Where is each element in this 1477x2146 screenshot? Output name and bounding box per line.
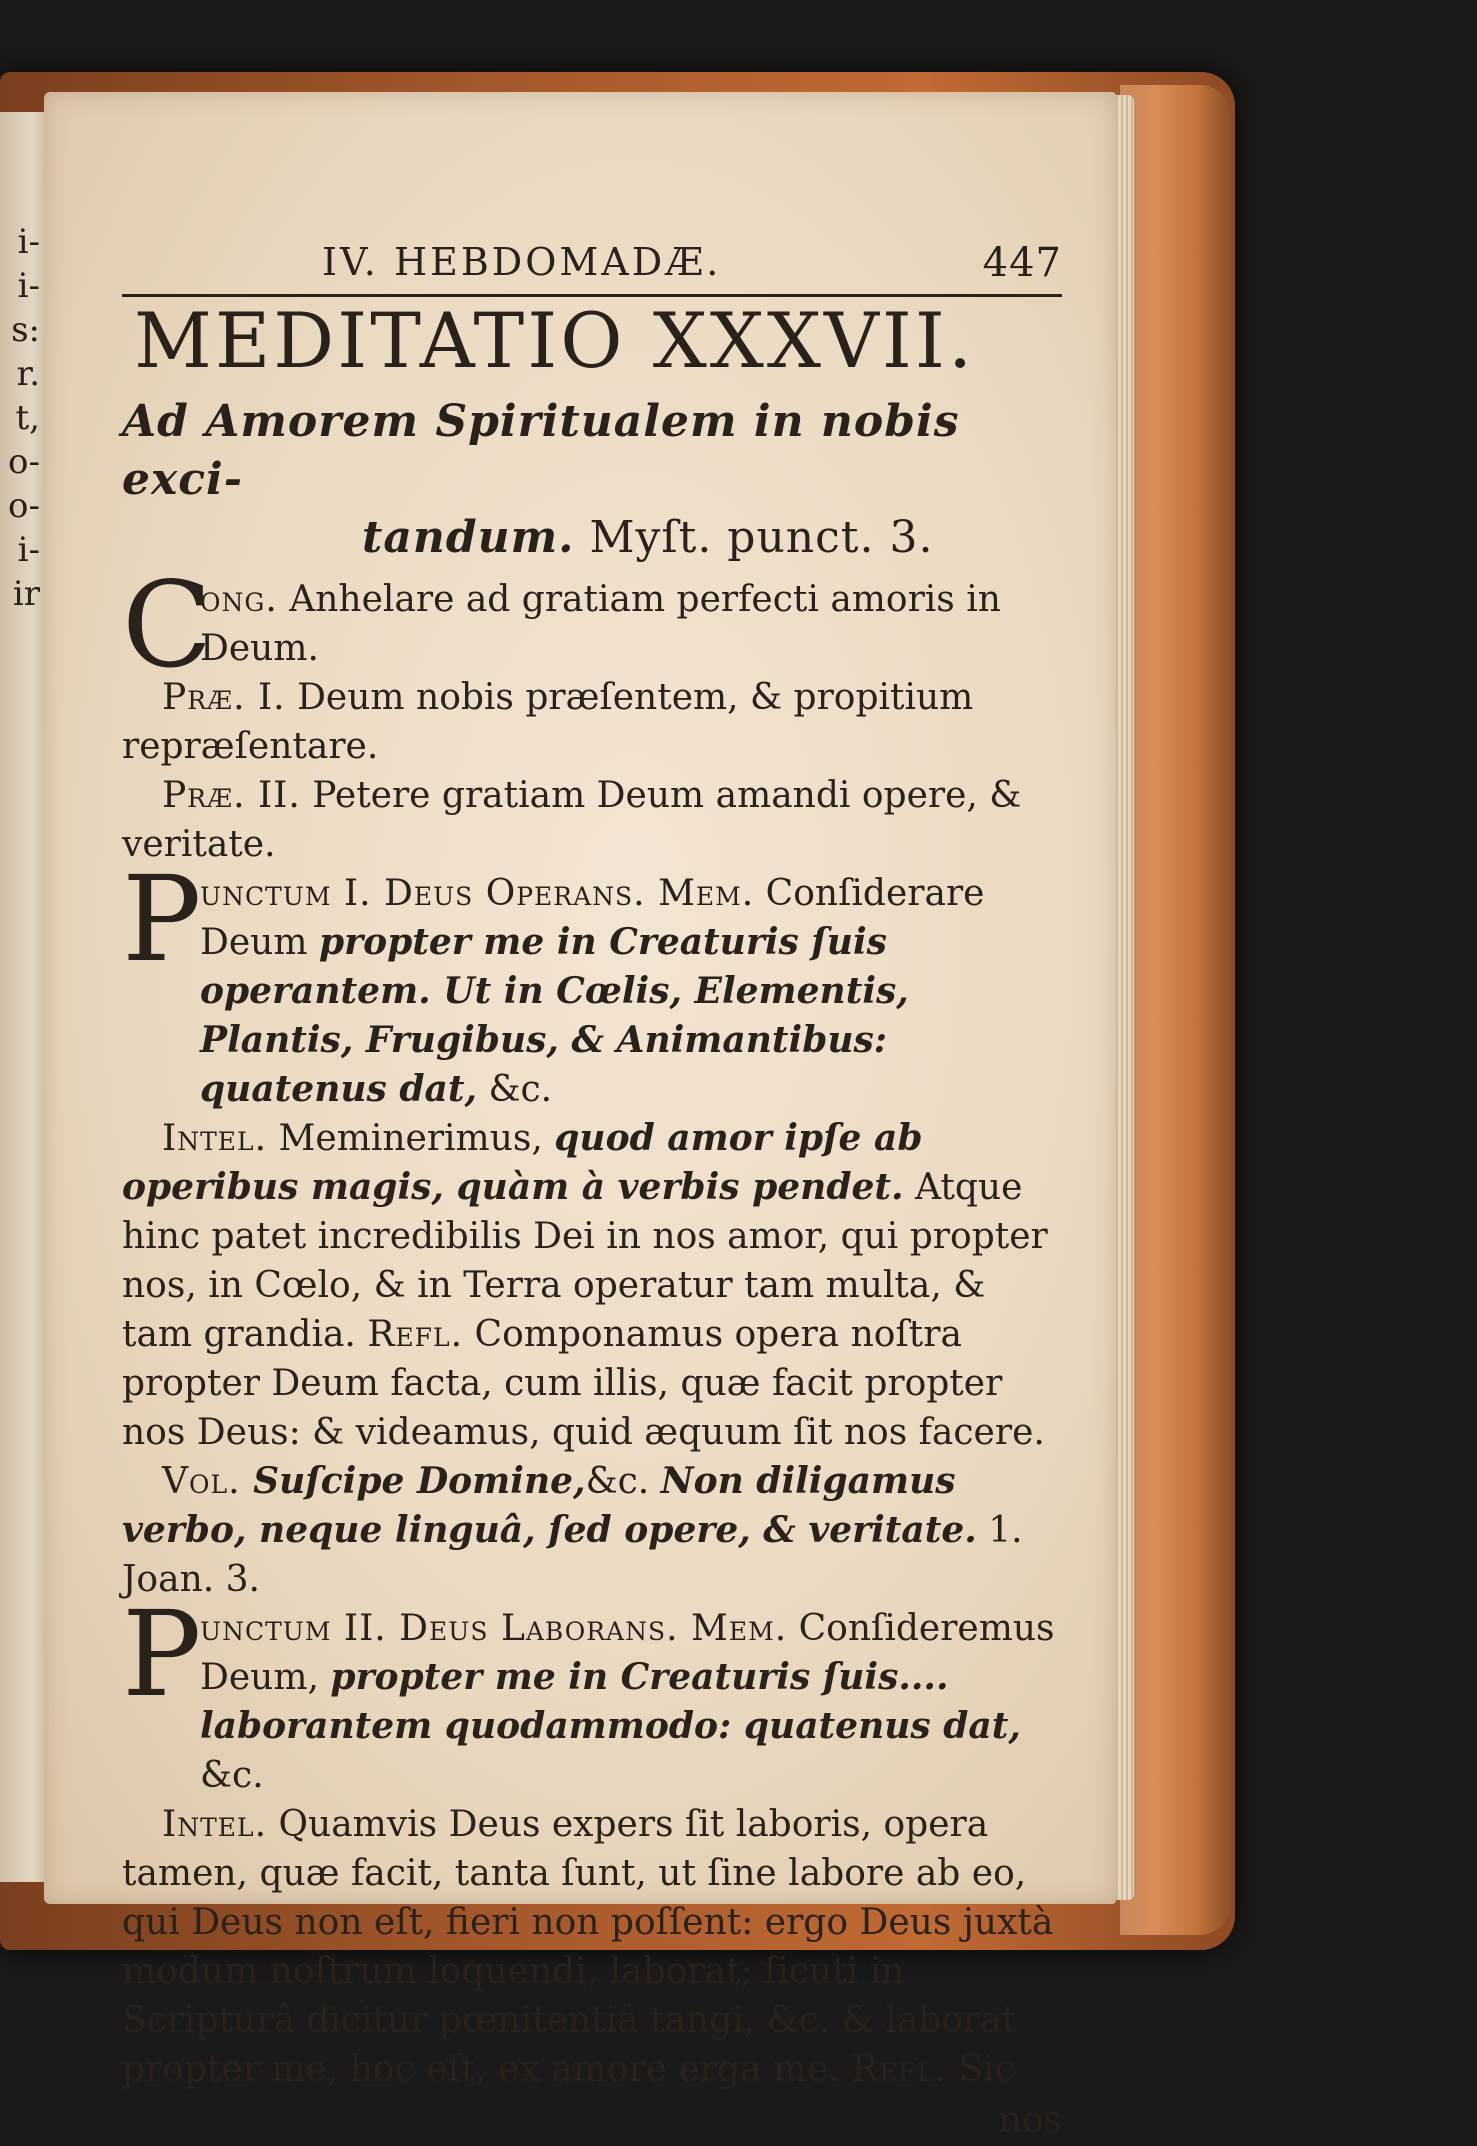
intel1-paragraph	[122, 1114, 1062, 1457]
vol1-label: Vol.	[162, 1461, 241, 1502]
punctum2-text-block	[200, 1604, 1062, 1800]
drop-cap: P	[122, 1585, 202, 1723]
facing-page-fragments	[0, 220, 40, 616]
punctum1-text-block	[200, 869, 1062, 1114]
refl2-text: Sic	[947, 2049, 1015, 2090]
punctum1-end: &c.	[477, 1069, 553, 1110]
book-page	[44, 92, 1116, 2141]
fragment: i-	[17, 530, 40, 570]
prae2-label: Præ. II.	[162, 775, 301, 816]
running-header	[122, 232, 1062, 297]
punctum2-italic: propter me in Creaturis ſuis.... laborantem quodammodo: quatenus dat,	[200, 1656, 1021, 1747]
prae1-label: Præ. I.	[162, 677, 286, 718]
fragment: o-	[8, 486, 40, 526]
fragment: i-	[17, 266, 40, 306]
intel1-label: Intel.	[162, 1118, 268, 1159]
vol1-italic: Suſcipe Domine,	[240, 1460, 586, 1502]
binding-edge	[1120, 85, 1230, 1935]
refl2-label: Refl.	[851, 2049, 947, 2090]
intel2-text: Quamvis Deus expers ſit laboris, opera tamen, quæ facit, tanta ſunt, ut ſine labore ab eo, qui Deus non eſt, fieri non poſſent: ergo Deus juxtà modum noſtrum loquendi, laborat; ſicuti in Scripturâ dicitur pœnitentiâ tangi, &c. & laborat propter me, hoc eſt, ex amore erga me.	[122, 1804, 1054, 2090]
drop-cap: P	[122, 850, 202, 988]
prae2-paragraph	[122, 771, 1062, 869]
refl1-label: Refl.	[367, 1314, 464, 1355]
fragment: ir	[12, 574, 40, 614]
prae2-text: Petere gratiam Deum amandi opere, & veritate.	[122, 775, 1022, 865]
punctum2-label: unctum II. Deus Laborans. Mem.	[200, 1608, 788, 1649]
page-text	[122, 232, 1062, 2146]
intel2-label: Intel.	[162, 1804, 268, 1845]
vol1-italic-2: Non diligamus verbo, neque linguâ, ſed opere, & veritate.	[122, 1460, 977, 1551]
punctum2-end: &c.	[200, 1755, 264, 1796]
prae1-paragraph	[122, 673, 1062, 771]
subtitle-italic: tandum.	[362, 512, 575, 563]
refl1-text: Componamus opera noſtra propter Deum facta, cum illis, quæ facit propter nos Deus: & videamus, quid æquum ſit nos facere.	[122, 1314, 1045, 1453]
subtitle-line-1: Ad Amorem Spiritualem in nobis exci-	[122, 396, 960, 505]
punctum1-label: unctum I. Deus Operans. Mem.	[200, 873, 755, 914]
cong-label: ong.	[200, 579, 278, 620]
vol1-end: 1. Joan. 3.	[122, 1510, 1023, 1600]
vol1-text: &c.	[585, 1461, 661, 1502]
fragment: o-	[8, 442, 40, 482]
punctum1-italic: propter me in Creaturis ſuis operantem. Ut in Cœlis, Elementis, Plantis, Frugibus, & Animantibus: quatenus dat,	[200, 921, 909, 1110]
punctum1-paragraph	[122, 850, 1062, 1114]
fragment: s:	[11, 310, 40, 350]
catchword: nos	[998, 2100, 1062, 2141]
cong-paragraph	[122, 556, 1062, 694]
cong-text: Anhelare ad gratiam perfecti amoris in Deum.	[200, 579, 1001, 669]
subtitle-line-2	[122, 509, 1062, 567]
intel1-italic: quod amor ipſe ab operibus magis, quàm à verbis pendet.	[122, 1117, 923, 1208]
punctum2-paragraph	[122, 1585, 1062, 1800]
vol1-paragraph	[122, 1457, 1062, 1604]
cong-text-block	[200, 575, 1062, 673]
fragment: i-	[17, 222, 40, 262]
intel1-rest: Atque hinc patet incredibilis Dei in nos amor, qui propter nos, in Cœlo, & in Terra operatur tam multa, & tam grandia.	[122, 1167, 1048, 1355]
punctum2-text: Conſideremus Deum,	[200, 1608, 1055, 1698]
fragment: r.	[16, 354, 40, 394]
page-number: 447	[982, 240, 1062, 286]
subtitle-plain: Myſt. punct. 3.	[574, 512, 934, 563]
fragment: t,	[15, 398, 40, 438]
punctum1-text: Conſiderare Deum	[200, 873, 985, 963]
meditation-subtitle	[122, 393, 1062, 567]
intel1-text: Meminerimus,	[267, 1118, 555, 1159]
drop-cap: C	[122, 556, 213, 694]
running-head: IV. HEBDOMADÆ.	[322, 240, 722, 284]
intel2-paragraph	[122, 1800, 1062, 2094]
meditation-title: MEDITATIO XXXVII.	[134, 296, 976, 385]
prae1-text: Deum nobis præſentem, & propitium repræſentare.	[122, 677, 974, 767]
